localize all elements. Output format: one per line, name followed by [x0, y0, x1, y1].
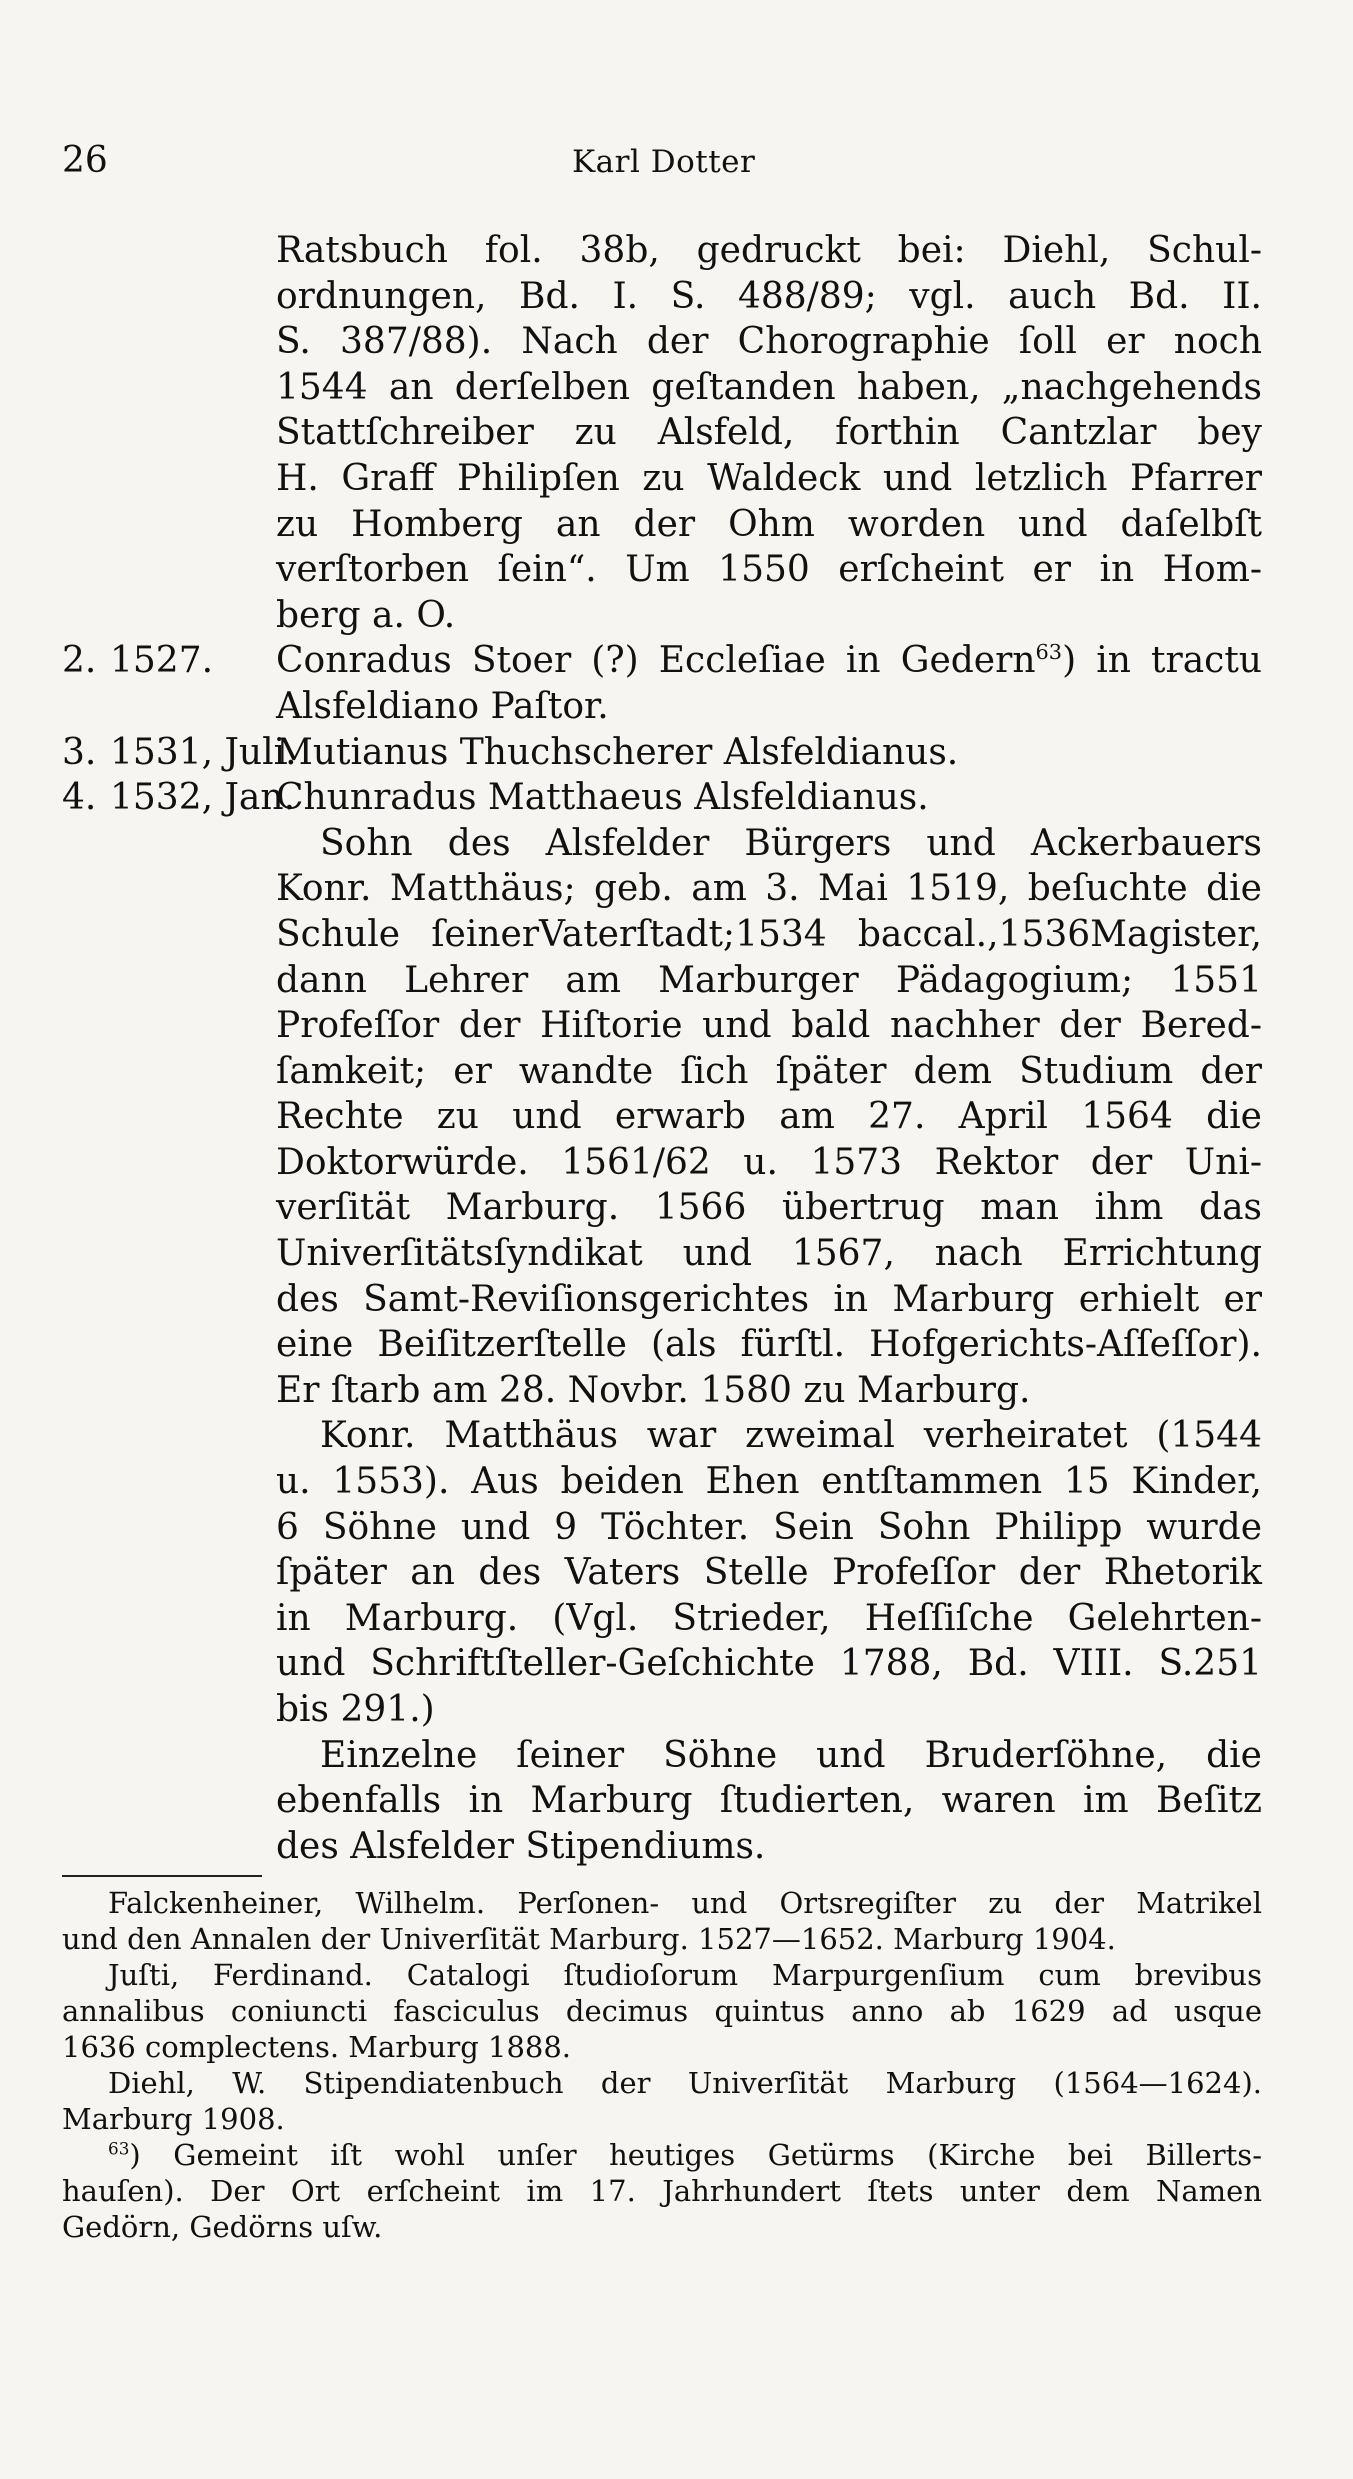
text-line: H. Graff Philipſen zu Waldeck und letzlich Pfarrer	[276, 457, 1262, 499]
text-line: u. 1553). Aus beiden Ehen entſtammen 15 Kinder,	[276, 1461, 1262, 1503]
text-line: Sohn des Alsfelder Bürgers und Ackerbauers	[320, 822, 1262, 864]
footnote-ref-63: 63	[1035, 640, 1063, 665]
footnote-line: Diehl, W. Stipendiatenbuch der Univerſität Marburg (1564—1624).	[108, 2066, 1262, 2100]
text-line: ebenfalls in Marburg ſtudierten, waren im Beſitz	[276, 1780, 1262, 1822]
text-line: ſpäter an des Vaters Stelle Profeſſor der Rhetorik	[276, 1552, 1262, 1594]
text-line: Profeſſor der Hiſtorie und bald nachher der Bered-	[276, 1005, 1262, 1047]
running-head: Karl Dotter	[572, 144, 756, 180]
text-line: Ratsbuch fol. 38b, gedruckt bei: Diehl, Schul-	[276, 230, 1262, 271]
text-line: Stattſchreiber zu Alsfeld, forthin Cantzlar bey	[276, 412, 1262, 454]
entry-number: 3.	[62, 731, 97, 773]
text-line: Schule ſeinerVaterſtadt;1534 baccal.,1536Magister,	[276, 913, 1262, 955]
footnote-marker: 63	[108, 2138, 130, 2159]
entry-text-part: Conradus Stoer (?) Eccleſiae in Gedern	[276, 640, 1036, 682]
entry-3	[62, 730, 1262, 776]
entry-text	[276, 638, 1262, 684]
text-line: 6 Söhne und 9 Töchter. Sein Sohn Philipp wurde	[276, 1506, 1262, 1548]
page-header	[62, 140, 1262, 190]
text-line: in Marburg. (Vgl. Strieder, Heſſiſche Gelehrten-	[276, 1597, 1262, 1639]
footnote-line: 1636 complectens. Marburg 1888.	[62, 2030, 572, 2064]
footnote-line: und den Annalen der Univerſität Marburg. 1527—1652. Marburg 1904.	[62, 1922, 1116, 1956]
text-line: ſamkeit; er wandte ſich ſpäter dem Studium der	[276, 1050, 1262, 1092]
text-line: Alsfeldiano Paſtor.	[276, 685, 609, 727]
footnote-divider	[62, 1875, 262, 1877]
text-line: eine Beiſitzerſtelle (als fürſtl. Hofgerichts-Aſſeſſor).	[276, 1324, 1262, 1366]
text-line: zu Homberg an der Ohm worden und daſelbſt	[276, 503, 1262, 545]
text-line: Einzelne ſeiner Söhne und Bruderſöhne, die	[320, 1734, 1262, 1776]
entry-text: Chunradus Matthaeus Alsfeldianus.	[276, 777, 929, 819]
page-number: 26	[62, 140, 108, 181]
entry-date: 1527.	[110, 640, 214, 682]
footnote-line: Marburg 1908.	[62, 2102, 285, 2136]
text-line: dann Lehrer am Marburger Pädagogium; 1551	[276, 959, 1262, 1001]
text-line: ordnungen, Bd. I. S. 488/89; vgl. auch Bd. II.	[276, 275, 1262, 317]
text-line: Univerſitätsſyndikat und 1567, nach Errichtung	[276, 1233, 1262, 1275]
text-line: und Schriftſteller-Geſchichte 1788, Bd. VIII. S.251	[276, 1643, 1262, 1685]
footnote-line: Gedörn, Gedörns uſw.	[62, 2210, 383, 2244]
footnote-line: Falckenheiner, Wilhelm. Perſonen- und Ortsregiſter zu der Matrikel	[108, 1886, 1262, 1920]
text-line: Er ſtarb am 28. Novbr. 1580 zu Marburg.	[276, 1369, 1031, 1411]
footnote-text: ) Gemeint iſt wohl unſer heutiges Getürms (Kirche bei Billerts-	[129, 2138, 1262, 2172]
entry-2	[62, 638, 1262, 684]
entry-4	[62, 775, 1262, 821]
entry-date: 1531, Juli.	[110, 731, 297, 773]
entry-number: 4.	[62, 777, 97, 819]
text-line: des Samt-Reviſionsgerichtes in Marburg erhielt er	[276, 1278, 1262, 1320]
text-line: verſität Marburg. 1566 übertrug man ihm das	[276, 1187, 1262, 1229]
text-line: des Alsfelder Stipendiums.	[276, 1825, 766, 1867]
footnote-line: annalibus coniuncti fasciculus decimus quintus anno ab 1629 ad usque	[62, 1994, 1262, 2028]
main-text	[62, 228, 1262, 1869]
text-line: Doktorwürde. 1561/62 u. 1573 Rektor der Uni-	[276, 1141, 1262, 1183]
text-line: Rechte zu und erwarb am 27. April 1564 die	[276, 1096, 1262, 1138]
footnote-63	[62, 2137, 1262, 2173]
entry-date: 1532, Jan.	[110, 777, 296, 819]
entry-number: 2.	[62, 640, 97, 682]
footnotes	[62, 1885, 1262, 2245]
text-line: 1544 an derſelben geſtanden haben, „nachgehends	[276, 366, 1262, 408]
text-line: berg a. O.	[276, 594, 456, 636]
text-line: Konr. Matthäus war zweimal verheiratet (1544	[320, 1415, 1262, 1457]
text-line: verſtorben ſein“. Um 1550 erſcheint er in Hom-	[276, 549, 1262, 591]
footnote-line: Juſti, Ferdinand. Catalogi ſtudioſorum Marpurgenſium cum brevibus	[108, 1958, 1262, 1992]
text-line: Konr. Matthäus; geb. am 3. Mai 1519, beſuchte die	[276, 868, 1262, 910]
entry-text: Mutianus Thuchscherer Alsfeldianus.	[276, 731, 959, 773]
entry-text-part: ) in tractu	[1062, 640, 1262, 682]
text-line: bis 291.)	[276, 1689, 435, 1730]
text-line: S. 387/88). Nach der Chorographie ſoll er noch	[276, 321, 1262, 363]
footnote-line: hauſen). Der Ort erſcheint im 17. Jahrhundert ſtets unter dem Namen	[62, 2174, 1262, 2208]
